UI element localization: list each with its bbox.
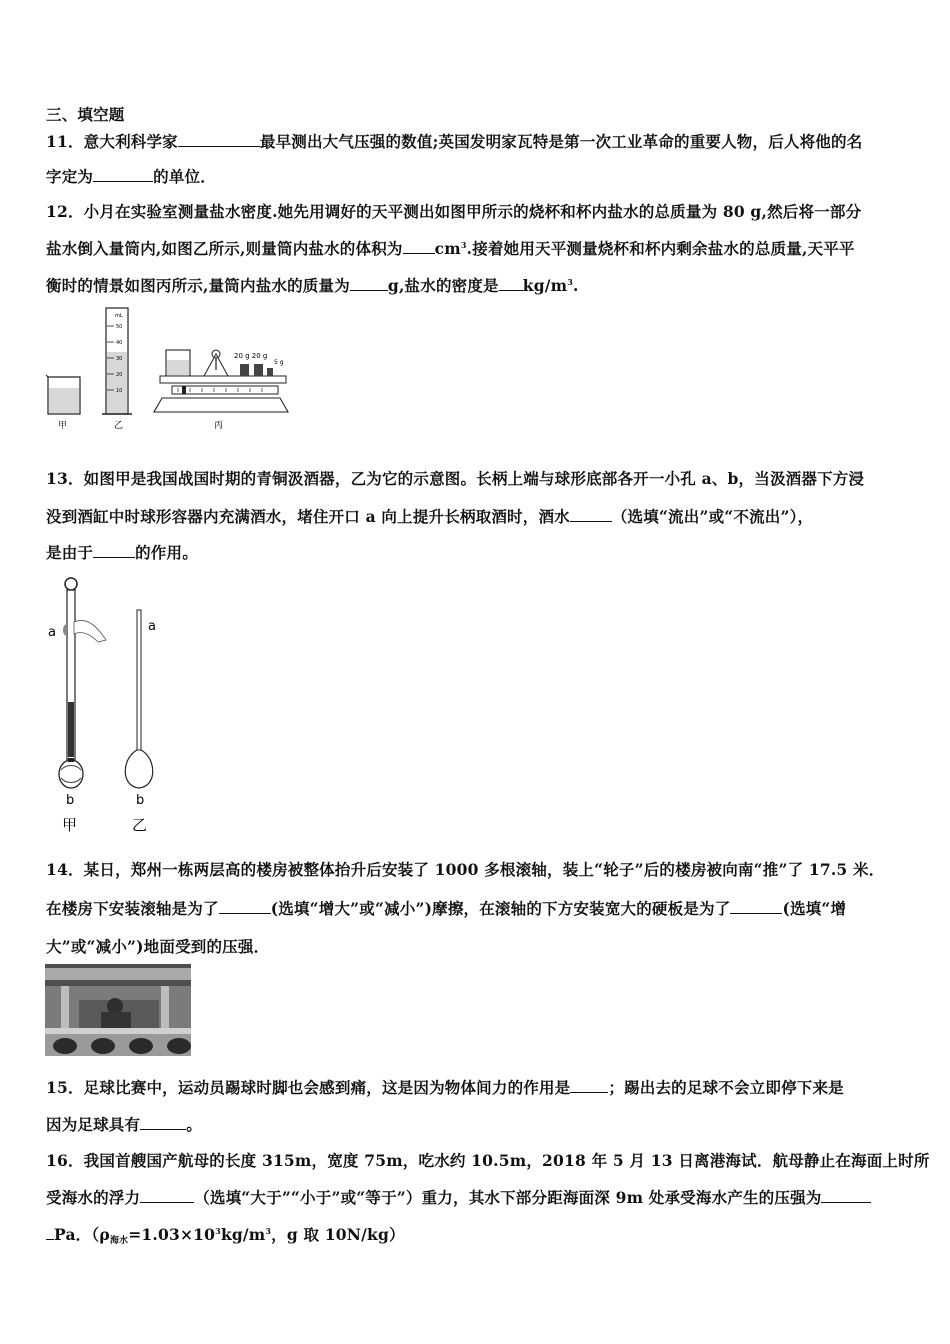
q12-sup-1: 3 xyxy=(460,240,467,250)
q11-text-b: 最早测出大气压强的数值;英国发明家瓦特是第一次工业革命的重要人物，后人将他的名 xyxy=(259,132,863,151)
tick-30: 30 xyxy=(116,356,123,362)
q16-sub-seawater: 海水 xyxy=(109,1236,129,1246)
q13-blank-2[interactable] xyxy=(93,543,135,558)
q14-line-3: 大”或“减小”)地面受到的压强． xyxy=(46,937,270,956)
q11-line-1 xyxy=(46,130,862,152)
q13-text-c: 是由于 xyxy=(46,543,94,562)
q12-text-a: 盐水倒入量筒内,如图乙所示,则量筒内盐水的体积为 xyxy=(46,239,403,258)
q16-line-3 xyxy=(46,1223,405,1246)
q12-figure xyxy=(44,302,294,432)
tick-40: 40 xyxy=(116,340,123,346)
q15-line-2 xyxy=(46,1113,202,1135)
tick-10: 10 xyxy=(116,388,123,394)
beaker-jia xyxy=(46,375,80,414)
wine-dipper-jia xyxy=(59,578,106,788)
q14-blank-1[interactable] xyxy=(219,899,271,914)
q15-text-a: 15．足球比赛中，运动员踢球时脚也会感到痛，这是因为物体间力的作用是 xyxy=(46,1078,571,1097)
q16-text-e: kg/m xyxy=(220,1225,266,1244)
q12-line-1: 12．小月在实验室测量盐水密度.她先用调好的天平测出如图甲所示的烧杯和杯内盐水的总质量为 80 g,然后将一部分 xyxy=(46,202,862,221)
q13-text-a: 没到酒缸中时球形容器内充满酒水，堵住开口 a 向上提升长柄取酒时，酒水 xyxy=(46,507,570,526)
q11-text-c: 字定为 xyxy=(46,167,94,186)
label-b-yi: b xyxy=(136,793,145,808)
q15-text-b: ；踢出去的足球不会立即停下来是 xyxy=(608,1078,844,1097)
q12-unit-kgm: kg/m xyxy=(522,276,568,295)
q15-line-1 xyxy=(46,1076,844,1098)
caption-jia: 甲 xyxy=(62,816,78,834)
q14-blank-2[interactable] xyxy=(730,899,782,914)
q12-blank-mass[interactable] xyxy=(350,276,388,291)
q13-line-1: 13．如图甲是我国战国时期的青铜汲酒器，乙为它的示意图。长柄上端与球形底部各开一小孔 a、b，当汲酒器下方浸 xyxy=(46,469,865,488)
q13-blank-1[interactable] xyxy=(570,507,612,522)
q11-text-a: 11．意大利科学家 xyxy=(46,132,178,151)
q13-text-b: （选填“流出”或“不流出”）， xyxy=(611,507,814,526)
q14-text-a: 在楼房下安装滚轴是为了 xyxy=(46,899,219,918)
q16-text-d: =1.03×10 xyxy=(128,1225,216,1244)
q12-text-d: g,盐水的密度是 xyxy=(387,276,499,295)
q11-blank-1[interactable] xyxy=(178,132,260,147)
q16-blank-2b[interactable] xyxy=(46,1225,54,1240)
q16-line-1: 16．我国首艘国产航母的长度 315m，宽度 75m，吃水约 10.5m，2018 年 5 月 13 日离港海试．航母静止在海面上时所 xyxy=(46,1151,930,1170)
q15-blank-1[interactable] xyxy=(570,1078,608,1093)
q11-line-2 xyxy=(46,165,216,187)
wine-dipper-yi-schematic xyxy=(125,610,153,788)
q12-figure-svg xyxy=(44,302,294,432)
q16-text-b: （选填“大于”“小于”或“等于”）重力，其水下部分距海面深 9m 处承受海水产生的压强为 xyxy=(194,1188,822,1207)
weights-label: 20 g 20 g xyxy=(234,352,268,360)
q12-line-2 xyxy=(46,237,855,259)
q16-blank-1[interactable] xyxy=(140,1188,194,1203)
q14-text-b: (选填“增大”或“减小”)摩擦，在滚轴的下方安装宽大的硬板是为了 xyxy=(270,899,731,918)
q12-blank-density[interactable] xyxy=(499,276,523,291)
q13-figure xyxy=(44,572,174,840)
q13-text-d: 的作用。 xyxy=(135,543,198,562)
q13-line-3 xyxy=(46,541,198,563)
tick-20: 20 xyxy=(116,372,123,378)
q12-text-b: .接着她用天平测量烧杯和杯内剩余盐水的总质量,天平平 xyxy=(466,239,855,258)
q16-line-2 xyxy=(46,1186,871,1208)
q12-text-end: . xyxy=(572,276,579,295)
label-b-jia: b xyxy=(66,793,75,808)
q12-sup-2: 3 xyxy=(567,277,573,287)
q16-text-f: ，g 取 10N/kg） xyxy=(271,1225,405,1244)
label-a-jia: a xyxy=(48,625,56,640)
q14-line-2 xyxy=(46,897,846,919)
section-title: 三、填空题 xyxy=(46,105,125,124)
cylinder-unit: mL xyxy=(115,313,123,319)
q16-text-a: 受海水的浮力 xyxy=(46,1188,141,1207)
q16-sup-1: 3 xyxy=(215,1226,221,1236)
balance-bing xyxy=(154,350,288,412)
tick-50: 50 xyxy=(116,324,123,330)
weight-small-label: 5 g xyxy=(274,359,284,366)
caption-yi: 乙 xyxy=(132,816,148,834)
q14-line-1: 14．某日，郑州一栋两层高的楼房被整体抬升后安装了 1000 多根滚轴，装上“轮子”后的楼房被向南“推”了 17.5 米． xyxy=(46,860,885,879)
q12-blank-volume[interactable] xyxy=(403,239,435,254)
q12-text-c: 衡时的情景如图丙所示,量筒内盐水的质量为 xyxy=(46,276,350,295)
q11-text-d: 的单位． xyxy=(153,167,216,186)
q15-text-c: 因为足球具有 xyxy=(46,1115,141,1134)
q14-text-c: (选填“增 xyxy=(782,899,847,918)
q15-blank-2[interactable] xyxy=(140,1115,186,1130)
q16-blank-2a[interactable] xyxy=(821,1188,871,1203)
label-jia: 甲 xyxy=(58,421,68,431)
q14-photo-svg xyxy=(45,964,191,1056)
q12-unit-cm: cm xyxy=(434,239,461,258)
label-bing: 丙 xyxy=(214,421,224,431)
label-a-yi: a xyxy=(148,619,156,634)
q16-sup-2: 3 xyxy=(265,1226,272,1236)
q12-line-3 xyxy=(46,274,579,296)
q11-blank-2[interactable] xyxy=(93,167,153,182)
q16-text-c: Pa．（ρ xyxy=(54,1225,110,1244)
q13-figure-svg xyxy=(44,572,174,840)
q15-text-d: 。 xyxy=(186,1115,202,1134)
q14-photo xyxy=(45,964,191,1056)
q13-line-2 xyxy=(46,505,813,527)
label-yi: 乙 xyxy=(114,421,124,431)
